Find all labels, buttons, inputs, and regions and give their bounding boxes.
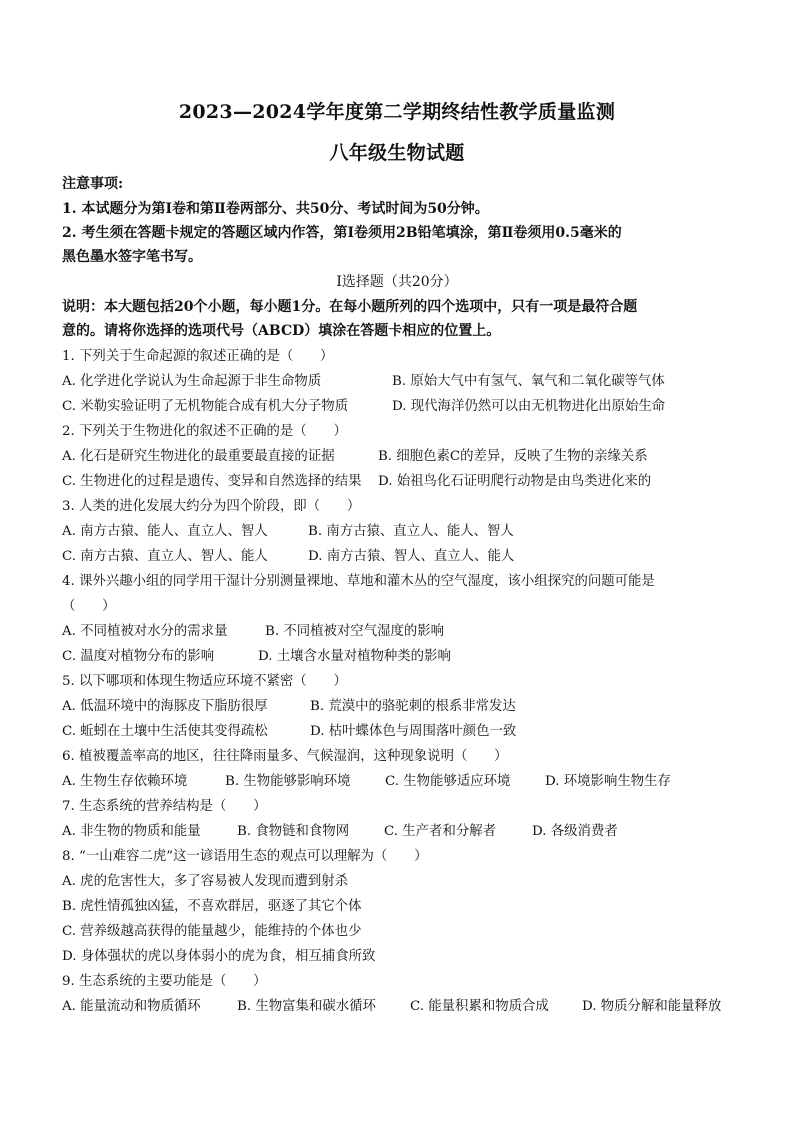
question-3-option-a: A. 南方古猿、能人、直立人、智人 — [62, 524, 268, 539]
question-4-option-d: D. 土壤含水量对植物种类的影响 — [258, 649, 451, 664]
question-7-option-b: B. 食物链和食物网 — [237, 824, 350, 839]
question-4-stem: 4. 课外兴趣小组的同学用干湿计分别测量裸地、草地和灌木丛的空气湿度，该小组探究的问题可能是 — [62, 574, 655, 589]
question-1-option-c: C. 米勒实验证明了无机物能合成有机大分子物质 — [62, 399, 349, 414]
question-7-stem: 7. 生态系统的营养结构是（ ） — [62, 799, 267, 814]
section-title: Ⅰ选择题（共20分） — [336, 274, 458, 290]
question-3-option-d: D. 南方古猿、智人、直立人、能人 — [308, 549, 515, 564]
question-1-option-b: B. 原始大气中有氢气、氧气和二氧化碳等气体 — [392, 374, 665, 389]
question-9-option-c: C. 能量积累和物质合成 — [410, 999, 549, 1014]
exam-title: 2023—2024学年度第二学期终结性教学质量监测 — [178, 101, 616, 123]
question-4-option-b: B. 不同植被对空气湿度的影响 — [265, 624, 445, 639]
question-1-option-a: A. 化学进化学说认为生命起源于非生命物质 — [62, 374, 322, 389]
question-5-option-c: C. 蚯蚓在土壤中生活使其变得疏松 — [62, 724, 268, 739]
question-3-option-c: C. 南方古猿、直立人、智人、能人 — [62, 549, 268, 564]
question-5-option-a: A. 低温环境中的海豚皮下脂肪很厚 — [62, 699, 268, 714]
question-2-stem: 2. 下列关于生物进化的叙述不正确的是（ ） — [62, 424, 347, 439]
question-2-option-d: D. 始祖鸟化石证明爬行动物是由鸟类进化来的 — [378, 474, 652, 489]
question-5-stem: 5. 以下哪项和体现生物适应环境不紧密（ ） — [62, 674, 347, 689]
question-6-option-b: B. 生物能够影响环境 — [225, 774, 351, 789]
question-5-option-d: D. 枯叶蝶体色与周围落叶颜色一致 — [310, 724, 517, 739]
question-2-option-a: A. 化石是研究生物进化的最重要最直接的证据 — [62, 449, 335, 464]
question-4-option-c: C. 温度对植物分布的影响 — [62, 649, 215, 664]
question-7-option-c: C. 生产者和分解者 — [384, 824, 497, 839]
question-8-option-b: B. 虎性情孤独凶猛，不喜欢群居，驱逐了其它个体 — [62, 899, 362, 914]
question-9-stem: 9. 生态系统的主要功能是（ ） — [62, 974, 267, 989]
question-8-option-d: D. 身体强状的虎以身体弱小的虎为食，相互捕食所致 — [62, 949, 376, 964]
question-9-option-b: B. 生物富集和碳水循环 — [237, 999, 376, 1014]
question-8-option-c: C. 营养级越高获得的能量越少，能维持的个体也少 — [62, 924, 362, 939]
exam-subtitle: 八年级生物试题 — [329, 142, 465, 164]
question-1-option-d: D. 现代海洋仍然可以由无机物进化出原始生命 — [392, 399, 666, 414]
question-8-option-a: A. 虎的危害性大，多了容易被人发现而遭到射杀 — [62, 874, 348, 889]
notice-item-2: 2. 考生须在答题卡规定的答题区域内作答，第Ⅰ卷须用2B铅笔填涂，第Ⅱ卷须用0.5毫米的 — [62, 225, 622, 241]
question-4-option-a: A. 不同植被对水分的需求量 — [62, 624, 228, 639]
question-6-option-c: C. 生物能够适应环境 — [385, 774, 511, 789]
notice-heading: 注意事项: — [62, 176, 124, 192]
question-6-option-a: A. 生物生存依赖环境 — [62, 774, 188, 789]
notice-item-1: 1. 本试题分为第Ⅰ卷和第Ⅱ卷两部分、共50分、考试时间为50分钟。 — [62, 201, 489, 217]
question-6-option-d: D. 环境影响生物生存 — [545, 774, 671, 789]
notice-item-2-cont: 黑色墨水签字笔书写。 — [62, 249, 202, 265]
question-2-option-b: B. 细胞色素C的差异，反映了生物的亲缘关系 — [378, 449, 648, 464]
question-4-stem-cont: （ ） — [62, 599, 116, 614]
question-7-option-d: D. 各级消费者 — [532, 824, 618, 839]
question-5-option-b: B. 荒漠中的骆驼刺的根系非常发达 — [310, 699, 516, 714]
question-8-stem: 8. “一山难容二虎”这一谚语用生态的观点可以理解为（ ） — [62, 849, 428, 864]
section-desc-cont: 意的。请将你选择的选项代号（ABCD）填涂在答题卡相应的位置上。 — [62, 323, 501, 339]
question-6-stem: 6. 植被覆盖率高的地区，往往降雨量多、气候湿润，这种现象说明（ ） — [62, 749, 508, 764]
question-7-option-a: A. 非生物的物质和能量 — [62, 824, 201, 839]
question-3-option-b: B. 南方古猿、直立人、能人、智人 — [308, 524, 514, 539]
question-1-stem: 1. 下列关于生命起源的叙述正确的是（ ） — [62, 349, 334, 364]
section-desc: 说明：本大题包括20个小题，每小题1分。在每小题所列的四个选项中，只有一项是最符合题 — [62, 299, 638, 315]
question-9-option-a: A. 能量流动和物质循环 — [62, 999, 201, 1014]
question-2-option-c: C. 生物进化的过程是遗传、变异和自然选择的结果 — [62, 474, 362, 489]
question-9-option-d: D. 物质分解和能量释放 — [582, 999, 722, 1014]
question-3-stem: 3. 人类的进化发展大约分为四个阶段，即（ ） — [62, 499, 361, 514]
